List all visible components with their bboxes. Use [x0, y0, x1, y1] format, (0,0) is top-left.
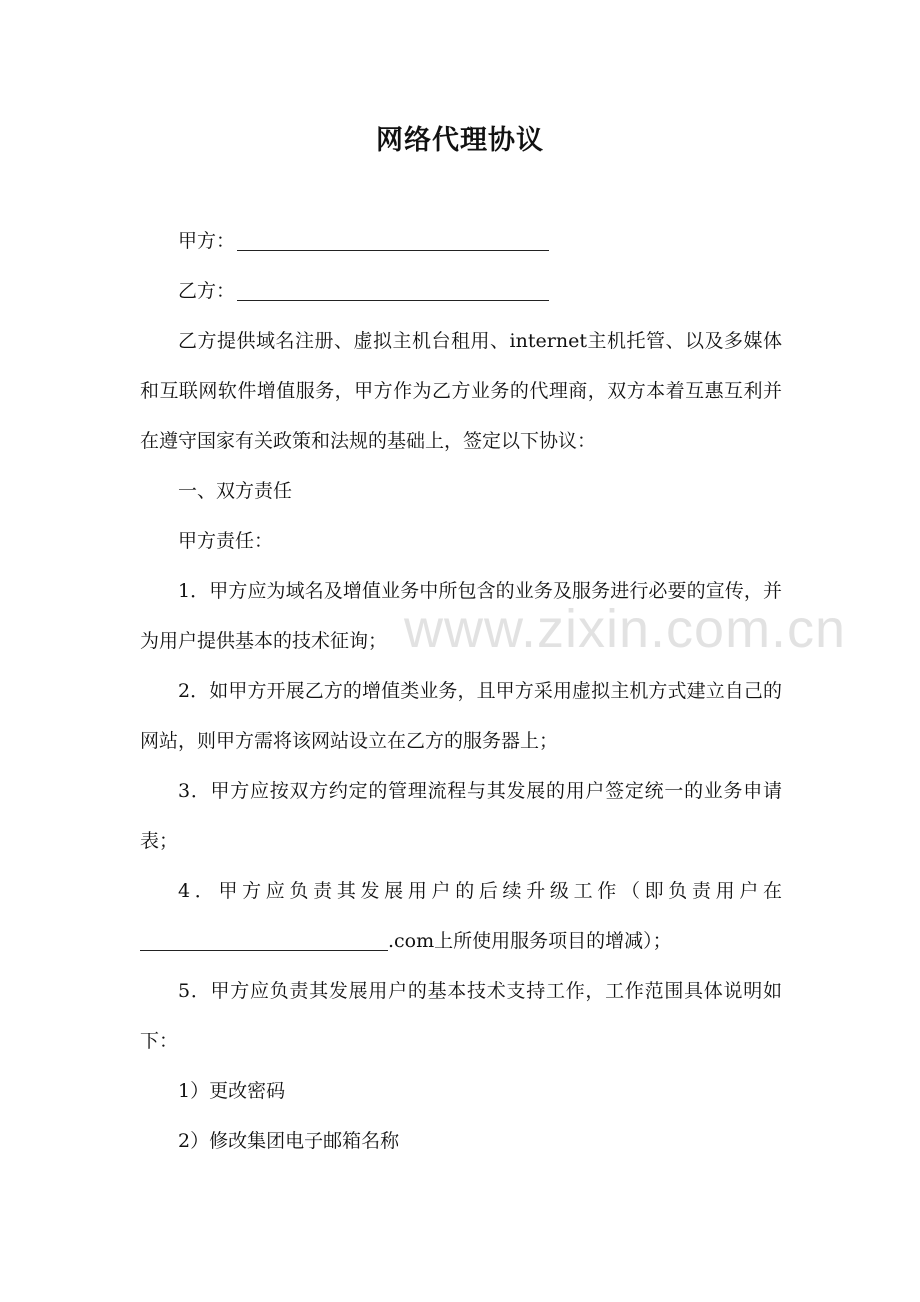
- party-b-label: 乙方：: [178, 280, 236, 302]
- party-a-line: [140, 216, 782, 266]
- section-heading: 一、双方责任: [178, 480, 293, 502]
- party-a-blank: [237, 228, 549, 251]
- clause-1: 1．甲方应为域名及增值业务中所包含的业务及服务进行必要的宣传，并为用户提供基本的技术征询；: [140, 580, 782, 652]
- clause-4-text: 4．甲方应负责其发展用户的后续升级工作（即负责用户在: [178, 880, 782, 902]
- party-b-blank: [237, 278, 549, 301]
- page-title: 网络代理协议: [376, 125, 544, 156]
- clause-4: [140, 866, 782, 966]
- intro-paragraph: 乙方提供域名注册、虚拟主机台租用、internet主机托管、以及多媒体和互联网软件增值服务，甲方作为乙方业务的代理商，双方本着互惠互利并在遵守国家有关政策和法规的基础上，签定以下协议：: [140, 330, 782, 452]
- watermark: www.zixin.com.cn: [404, 599, 847, 659]
- document-body: [140, 216, 782, 1166]
- clause-2: 2．如甲方开展乙方的增值类业务，且甲方采用虚拟主机方式建立自己的网站，则甲方需将该网站设立在乙方的服务器上；: [140, 680, 782, 752]
- clause-4-blank: [140, 928, 388, 951]
- party-b-line: [140, 266, 782, 316]
- clause-3: 3．甲方应按双方约定的管理流程与其发展的用户签定统一的业务申请表；: [140, 780, 782, 852]
- party-a-duties-heading: 甲方责任：: [178, 530, 274, 552]
- party-a-label: 甲方：: [178, 230, 236, 252]
- clause-4-tail: .com上所使用服务项目的增减）；: [388, 930, 672, 952]
- list-item-1: 1）更改密码: [178, 1080, 286, 1102]
- list-item-2: 2）修改集团电子邮箱名称: [178, 1130, 400, 1152]
- clause-5: 5．甲方应负责其发展用户的基本技术支持工作，工作范围具体说明如下：: [140, 980, 782, 1052]
